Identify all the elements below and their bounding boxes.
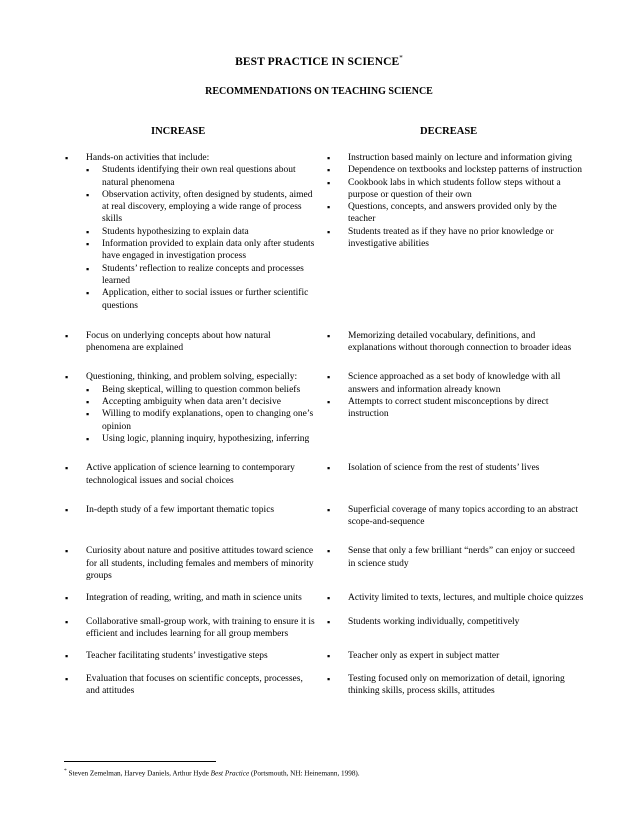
increase-subitem: ▪ Observation activity, often designed by students, aimed at real discovery, employing a wide range of process skills (86, 189, 316, 226)
recommendation-row (0, 330, 638, 355)
increase-item-text: Integration of reading, writing, and math in science units (86, 593, 302, 604)
decrease-item: ▪ Dependence on textbooks and lockstep patterns of instruction (326, 164, 584, 176)
increase-item (64, 545, 316, 582)
decrease-cell (326, 330, 584, 355)
decrease-cell (326, 504, 584, 529)
increase-item (64, 673, 316, 698)
title-footnote-marker: * (399, 54, 403, 62)
recommendation-row (0, 462, 638, 487)
decrease-item: ▪ Sense that only a few brilliant “nerds” can enjoy or succeed in science study (326, 545, 584, 570)
increase-subitems (86, 164, 316, 312)
footnote-publication: (Portsmouth, NH: Heinemann, 1998). (251, 769, 360, 778)
decrease-cell (326, 650, 584, 662)
increase-item-text: Collaborative small-group work, with training to ensure it is efficient and includes learning for all group members (86, 616, 315, 639)
footnote (64, 768, 360, 777)
increase-subitem: ▪ Being skeptical, willing to question common beliefs (86, 384, 316, 396)
increase-cell (64, 462, 316, 487)
increase-item-text: Curiosity about nature and positive attitudes toward science for all students, including females and members of minority groups (86, 546, 314, 582)
recommendation-row (0, 592, 638, 604)
footnote-book-title: Best Practice (210, 769, 250, 778)
decrease-item: ▪ Memorizing detailed vocabulary, definitions, and explanations without thorough connection to broader ideas (326, 330, 584, 355)
increase-item-text: Active application of science learning to contemporary technological issues and social choices (86, 463, 295, 486)
decrease-item: ▪ Questions, concepts, and answers provided only by the teacher (326, 201, 584, 226)
decrease-cell (326, 462, 584, 487)
increase-item (64, 462, 316, 487)
decrease-item: ▪ Superficial coverage of many topics according to an abstract scope-and-sequence (326, 504, 584, 529)
increase-cell (64, 650, 316, 662)
decrease-item: ▪ Cookbook labs in which students follow steps without a purpose or question of their own (326, 177, 584, 202)
decrease-cell (326, 673, 584, 698)
increase-item-text: Hands-on activities that include: (86, 153, 210, 163)
recommendation-row (0, 673, 638, 698)
increase-item-text: Teacher facilitating students’ investigative steps (86, 651, 268, 662)
increase-cell (64, 152, 316, 312)
increase-item-text: Focus on underlying concepts about how natural phenomena are explained (86, 330, 271, 354)
recommendation-row (0, 371, 638, 445)
increase-item-text: In-depth study of a few important thematic topics (86, 504, 275, 515)
decrease-item: ▪ Instruction based mainly on lecture and information giving (326, 152, 584, 164)
decrease-column-heading: DECREASE (420, 126, 478, 137)
decrease-item: ▪ Science approached as a set body of knowledge with all answers and information already known (326, 371, 584, 396)
increase-subitem: ▪ Accepting ambiguity when data aren’t decisive (86, 396, 316, 408)
increase-cell (64, 616, 316, 641)
increase-item-text: Evaluation that focuses on scientific concepts, processes, and attitudes (86, 673, 303, 696)
decrease-item: ▪ Students treated as if they have no prior knowledge or investigative abilities (326, 226, 584, 251)
recommendation-rows (0, 152, 638, 697)
increase-cell (64, 545, 316, 582)
increase-subitems (86, 384, 316, 445)
decrease-cell (326, 592, 584, 604)
increase-subitem: ▪ Students identifying their own real questions about natural phenomena (86, 164, 316, 189)
footnote-marker: * (64, 768, 67, 774)
increase-cell (64, 371, 316, 445)
decrease-item: ▪ Isolation of science from the rest of students’ lives (326, 462, 584, 474)
recommendation-row (0, 545, 638, 582)
increase-column-heading: INCREASE (151, 126, 206, 137)
decrease-item: ▪ Attempts to correct student misconceptions by direct instruction (326, 396, 584, 421)
page-subtitle: RECOMMENDATIONS ON TEACHING SCIENCE (205, 86, 433, 97)
decrease-item: ▪ Testing focused only on memorization of detail, ignoring thinking skills, process skills, attitudes (326, 673, 584, 698)
increase-cell (64, 504, 316, 529)
increase-item-text: Questioning, thinking, and problem solving, especially: (86, 372, 298, 383)
increase-item (64, 504, 316, 516)
recommendation-row (0, 650, 638, 662)
increase-subitem: ▪ Willing to modify explanations, open to changing one’s opinion (86, 408, 316, 433)
decrease-cell (326, 152, 584, 312)
increase-subitem: ▪ Using logic, planning inquiry, hypothesizing, inferring (86, 433, 316, 445)
decrease-item: ▪ Students working individually, competitively (326, 616, 584, 628)
recommendation-row (0, 152, 638, 312)
increase-subitem: ▪ Application, either to social issues or further scientific questions (86, 287, 316, 312)
recommendation-row (0, 616, 638, 641)
decrease-cell (326, 371, 584, 445)
increase-subitem: ▪ Students’ reflection to realize concepts and processes learned (86, 263, 316, 288)
decrease-item: ▪ Activity limited to texts, lectures, and multiple choice quizzes (326, 592, 584, 604)
increase-item (64, 592, 316, 604)
increase-item (64, 152, 316, 312)
decrease-item: ▪ Teacher only as expert in subject matter (326, 650, 584, 662)
increase-item (64, 616, 316, 641)
increase-item (64, 330, 316, 355)
increase-item (64, 650, 316, 662)
page-title (0, 54, 638, 68)
increase-cell (64, 592, 316, 604)
increase-item (64, 371, 316, 445)
recommendation-row (0, 504, 638, 529)
increase-cell (64, 673, 316, 698)
increase-cell (64, 330, 316, 355)
title-text: BEST PRACTICE IN SCIENCE (235, 55, 400, 68)
footnote-authors: Steven Zemelman, Harvey Daniels, Arthur Hyde (68, 769, 209, 778)
increase-subitem: ▪ Students hypothesizing to explain data (86, 226, 316, 238)
decrease-cell (326, 616, 584, 641)
decrease-cell (326, 545, 584, 582)
increase-subitem: ▪ Information provided to explain data only after students have engaged in investigation process (86, 238, 316, 263)
footnote-divider (64, 761, 216, 762)
